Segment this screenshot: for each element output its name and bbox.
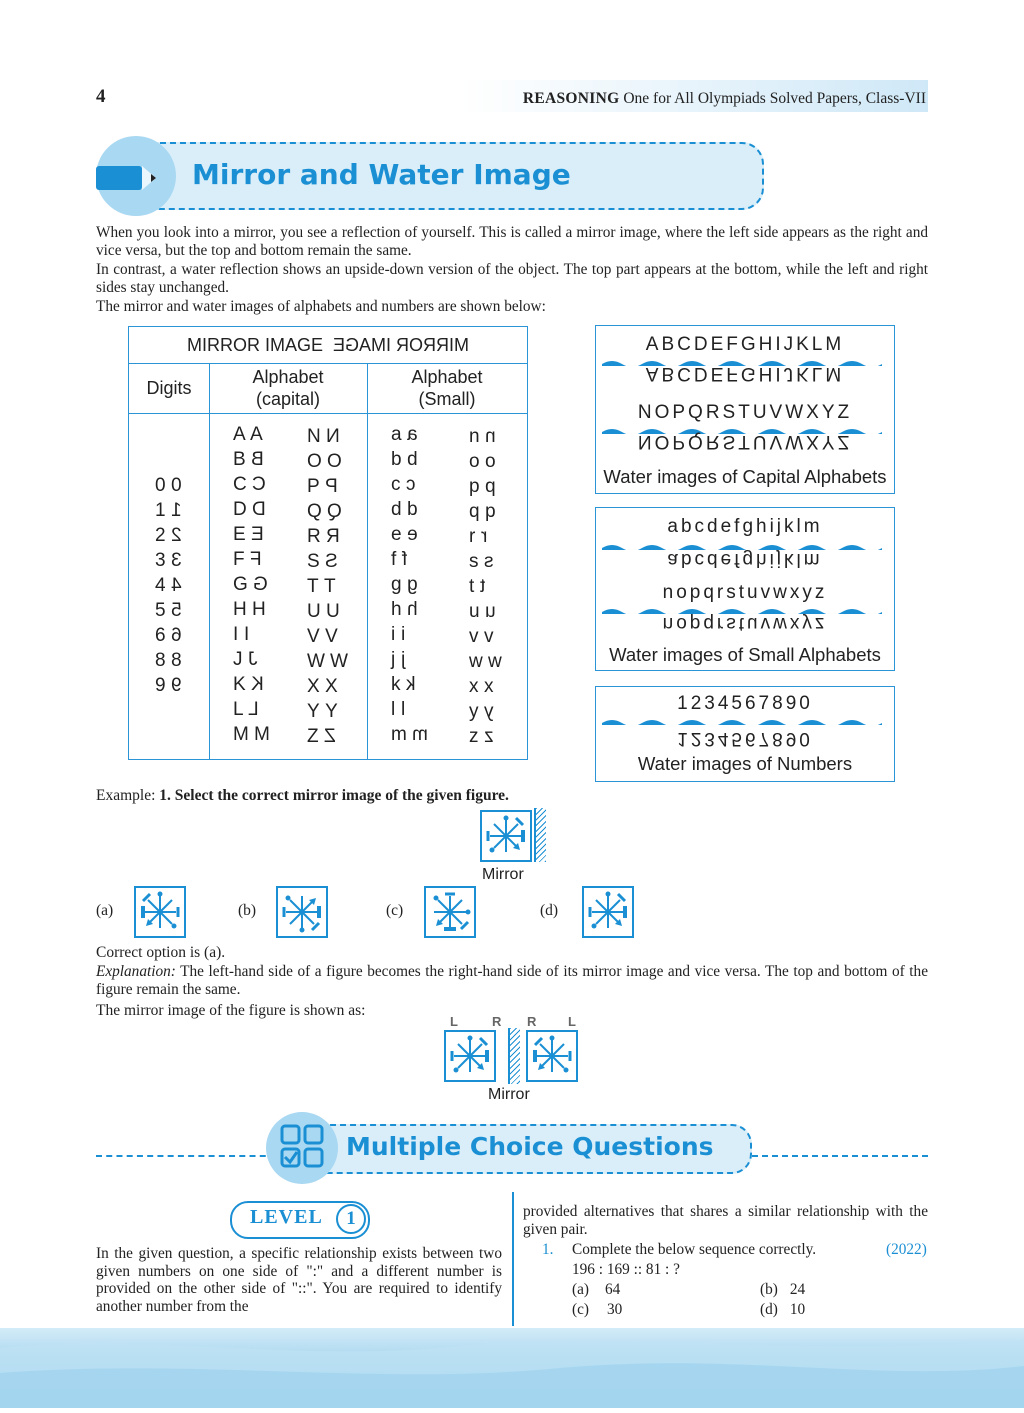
asterisk-figure-icon (528, 1032, 576, 1080)
capital-a-mirror-char: M (254, 724, 270, 745)
digit-row (155, 548, 181, 573)
capital-b-row (307, 699, 348, 724)
capital-a-char: F (233, 549, 245, 570)
water-small-box (595, 507, 895, 671)
small-a-mirror-char: b (406, 449, 418, 470)
q1-option-d[interactable]: (d) 10 (760, 1301, 806, 1318)
small-b-mirror-char: n (484, 426, 496, 447)
small-a-char: k (391, 674, 401, 695)
page-number: 4 (96, 86, 106, 107)
small-a-char: m (391, 724, 407, 745)
digit-row (155, 673, 181, 698)
capital-a-char: G (233, 574, 248, 595)
question-figure (480, 810, 532, 862)
intro-paragraph-1: When you look into a mirror, you see a reflection of yourself. This is called a mirror image, where the left side appears as the right and vice versa, but the top and bottom remain the same. (96, 224, 928, 259)
small-a-row (391, 647, 428, 672)
capital-b-mirror-char: P (324, 476, 338, 497)
capital-a-row (233, 622, 270, 647)
small-a-row (391, 697, 428, 722)
small-b-char: v (469, 626, 479, 647)
checklist-grid-icon (266, 1112, 338, 1184)
digit-char: 3 (155, 550, 166, 571)
q1-option-c[interactable]: (c) 30 (572, 1301, 623, 1318)
small-a-char: i (391, 624, 396, 645)
original-figure (444, 1030, 496, 1082)
capital-a-char: A (233, 424, 245, 445)
capital-a-row (233, 447, 270, 472)
small-a-char: d (391, 499, 402, 520)
small-b-mirror-char: x (483, 676, 494, 697)
small-a-mirror-char: k (405, 674, 416, 695)
small-a-char: g (391, 574, 402, 595)
option-c-figure[interactable] (424, 886, 476, 938)
mirror-table-title-mirrored: MIRROR IMAGE (333, 335, 470, 355)
option-b-figure[interactable] (276, 886, 328, 938)
small-b-char: o (469, 451, 480, 472)
mirror-hatch (534, 808, 546, 862)
digit-mirror-char: 5 (170, 600, 182, 621)
capital-b-char: Q (307, 501, 322, 522)
capital-b-mirror-char: R (326, 526, 340, 547)
capital-b-row (307, 424, 348, 449)
mcq-icon-circle (266, 1112, 338, 1184)
capital-b-char: X (307, 676, 320, 697)
digit-mirror-char: 2 (170, 525, 182, 546)
capital-a-mirror-char: F (249, 549, 262, 570)
capital-b-row (307, 549, 348, 574)
q1-option-a[interactable]: (a) 64 (572, 1281, 621, 1298)
small-a-row (391, 472, 428, 497)
capital-column-a (233, 422, 270, 747)
small-a-row (391, 422, 428, 447)
small-a-mirror-char: i (400, 624, 405, 645)
header-subject: REASONING (522, 90, 620, 107)
small-b-char: y (469, 701, 479, 722)
header-book-title: One for All Olympiads Solved Papers, Class-VII (623, 90, 926, 107)
lr-label-left-l: L (450, 1014, 458, 1029)
small-b-char: p (469, 476, 480, 497)
capital-b-char: P (307, 476, 320, 497)
capital-b-char: Y (307, 701, 320, 722)
digit-mirror-char: 1 (170, 500, 182, 521)
capital-a-char: E (233, 524, 246, 545)
capital-a-char: L (233, 699, 243, 720)
small-b-mirror-char: r (480, 526, 487, 547)
capital-a-row (233, 422, 270, 447)
digit-char: 9 (155, 675, 166, 696)
capital-b-char: U (307, 601, 321, 622)
water-small-row2-flipped: nopqrstuvwxyz (662, 613, 828, 634)
small-b-row (469, 499, 502, 524)
capital-b-char: V (307, 626, 320, 647)
q1-expression: 196 : 169 :: 81 : ? (572, 1261, 680, 1278)
small-b-row (469, 649, 502, 674)
col-header-capital-line1: Alphabet (252, 367, 324, 387)
q1-text: Complete the below sequence correctly. (572, 1241, 817, 1258)
small-b-char: s (469, 551, 479, 572)
mcq-divider-right (752, 1155, 928, 1157)
small-a-mirror-char: l (400, 699, 405, 720)
small-b-row (469, 724, 502, 749)
small-a-char: a (391, 424, 402, 445)
capital-b-char: T (307, 576, 319, 597)
mcq-title: Multiple Choice Questions (346, 1132, 714, 1161)
small-b-row (469, 424, 502, 449)
small-b-mirror-char: y (483, 701, 494, 722)
digit-char: 8 (155, 650, 166, 671)
asterisk-figure-icon (446, 1032, 494, 1080)
small-column-b (469, 424, 502, 749)
capital-a-mirror-char: C (252, 474, 266, 495)
option-b-label: (b) (238, 902, 257, 919)
capital-a-mirror-char: K (250, 674, 264, 695)
asterisk-figure-icon (482, 812, 530, 860)
small-b-char: n (469, 426, 480, 447)
water-capital-row2: NOPQRSTUVWXYZ (637, 402, 853, 423)
level-number: 1 (336, 1204, 366, 1234)
digit-char: 2 (155, 525, 166, 546)
capital-b-mirror-char: V (324, 626, 338, 647)
water-numbers-row-flipped: 1234567890 (677, 728, 813, 749)
small-a-char: c (391, 474, 401, 495)
capital-a-char: K (233, 674, 246, 695)
digit-mirror-char: 0 (170, 475, 182, 496)
option-d-label: (d) (540, 902, 559, 919)
small-a-char: l (391, 699, 396, 720)
small-a-mirror-char: f (401, 549, 407, 570)
capital-a-row (233, 697, 270, 722)
example-question (96, 787, 509, 805)
water-capital-caption: Water images of Capital Alphabets (603, 466, 887, 487)
water-capital-row1-flipped: ABCDEFGHIJKLM (645, 363, 845, 384)
capital-a-mirror-char: L (248, 699, 259, 720)
digit-char: 4 (155, 575, 166, 596)
mcq-intro-left: In the given question, a specific relationship exists between two given numbers on one side of ":" and a different number is provided on the other side of "::". You are required to identify another number from the (96, 1245, 502, 1315)
q1-option-b[interactable]: (b) 24 (760, 1281, 806, 1298)
capital-b-row (307, 574, 348, 599)
digit-char: 1 (155, 500, 166, 521)
small-b-mirror-char: z (483, 726, 494, 747)
small-b-mirror-char: o (484, 451, 496, 472)
capital-a-row (233, 547, 270, 572)
small-a-mirror-char: d (406, 499, 418, 520)
col-header-small-line2: (Small) (418, 389, 476, 409)
capital-a-char: J (233, 649, 243, 670)
mcq-intro-right: provided alternatives that shares a similar relationship with the given pair. (523, 1203, 928, 1238)
capital-a-char: M (233, 724, 249, 745)
capital-b-mirror-char: S (324, 551, 338, 572)
wave-decoration (0, 1328, 1024, 1408)
small-a-char: f (391, 549, 397, 570)
mirror-table-title-text: MIRROR IMAGE (186, 335, 323, 355)
small-a-mirror-char: m (412, 724, 428, 745)
mirror-hatch-2 (508, 1028, 520, 1084)
small-a-row (391, 622, 428, 647)
capital-a-row (233, 472, 270, 497)
capital-b-row (307, 449, 348, 474)
explanation-label: Explanation: (96, 963, 176, 980)
small-a-mirror-char: j (400, 649, 405, 670)
digit-char: 5 (155, 600, 166, 621)
small-a-row (391, 672, 428, 697)
small-b-char: x (469, 676, 479, 697)
small-b-row (469, 449, 502, 474)
asterisk-figure-icon (136, 888, 184, 936)
water-small-caption: Water images of Small Alphabets (609, 644, 881, 665)
capital-b-row (307, 649, 348, 674)
digit-mirror-char: 9 (170, 675, 182, 696)
lr-label-right-l: L (568, 1014, 576, 1029)
small-a-row (391, 547, 428, 572)
small-b-mirror-char: v (483, 626, 494, 647)
small-b-row (469, 574, 502, 599)
digit-row (155, 648, 181, 673)
capital-a-mirror-char: D (252, 499, 266, 520)
mirror-image-table (128, 326, 528, 760)
column-divider (512, 1192, 514, 1326)
capital-b-mirror-char: T (323, 576, 336, 597)
asterisk-figure-icon (584, 888, 632, 936)
capital-column-b (307, 424, 348, 749)
asterisk-figure-icon (278, 888, 326, 936)
capital-b-mirror-char: U (326, 601, 340, 622)
mirror-table-title (129, 334, 527, 356)
small-b-row (469, 699, 502, 724)
col-header-capital-line2: (capital) (255, 389, 321, 409)
capital-b-row (307, 499, 348, 524)
digit-row (155, 623, 181, 648)
capital-a-row (233, 647, 270, 672)
small-b-mirror-char: q (484, 501, 496, 522)
small-b-char: u (469, 601, 480, 622)
digit-mirror-char: 3 (170, 550, 182, 571)
example-prefix: Example: (96, 787, 156, 804)
digits-column (155, 473, 181, 698)
capital-a-mirror-char: A (249, 424, 263, 445)
small-b-mirror-char: p (484, 476, 496, 497)
digit-row (155, 598, 181, 623)
capital-b-row (307, 674, 348, 699)
level-label: LEVEL (250, 1206, 323, 1228)
intro-paragraph-2: In contrast, a water reflection shows an upside-down version of the object. The top part appears at the bottom, while the left and right sides stay unchanged. (96, 261, 928, 296)
q1-number: 1. (542, 1241, 554, 1258)
col-header-digits: Digits (146, 378, 192, 398)
capital-a-char: D (233, 499, 247, 520)
small-b-row (469, 549, 502, 574)
running-header (523, 90, 926, 108)
small-a-char: j (391, 649, 396, 670)
small-b-row (469, 524, 502, 549)
option-d-figure[interactable] (582, 886, 634, 938)
option-a-label: (a) (96, 902, 114, 919)
water-numbers-caption: Water images of Numbers (637, 753, 853, 774)
digit-row (155, 573, 181, 598)
digit-mirror-char: 8 (170, 650, 182, 671)
small-a-mirror-char: g (406, 574, 418, 595)
water-small-row2: nopqrstuvwxyz (662, 582, 828, 603)
mirror-label-2: Mirror (488, 1086, 530, 1103)
capital-b-row (307, 624, 348, 649)
explanation-text: The left-hand side of a figure becomes the right-hand side of its mirror image and vice versa. The top and bottom of the figure remain the same. (96, 963, 928, 998)
col-header-small (367, 366, 527, 410)
small-a-row (391, 572, 428, 597)
option-c-label: (c) (386, 902, 404, 919)
capital-b-char: O (307, 451, 322, 472)
small-b-row (469, 674, 502, 699)
capital-b-mirror-char: X (324, 676, 338, 697)
small-a-row (391, 522, 428, 547)
water-capital-box (595, 325, 895, 494)
mirror-label: Mirror (482, 866, 524, 883)
digit-row (155, 523, 181, 548)
small-b-row (469, 474, 502, 499)
small-b-mirror-char: s (483, 551, 494, 572)
capital-a-mirror-char: J (247, 649, 258, 670)
pencil-icon (96, 136, 176, 216)
capital-b-mirror-char: Y (324, 701, 338, 722)
lr-label-left-r: R (492, 1014, 502, 1029)
small-a-mirror-char: a (406, 424, 418, 445)
capital-a-mirror-char: B (250, 449, 264, 470)
capital-a-char: I (233, 624, 239, 645)
capital-b-char: S (307, 551, 320, 572)
option-a-figure[interactable] (134, 886, 186, 938)
intro-paragraph-3: The mirror and water images of alphabets and numbers are shown below: (96, 298, 546, 315)
small-a-row (391, 447, 428, 472)
water-small-row1: abcdefghijklm (667, 516, 823, 537)
water-capital-row1: ABCDEFGHIJKLM (645, 334, 845, 355)
capital-a-mirror-char: I (243, 624, 249, 645)
small-a-char: h (391, 599, 402, 620)
small-column-a (391, 422, 428, 747)
capital-b-mirror-char: O (327, 451, 342, 472)
small-b-char: t (469, 576, 475, 597)
asterisk-figure-icon (426, 888, 474, 936)
small-b-mirror-char: t (479, 576, 485, 597)
small-a-row (391, 597, 428, 622)
small-a-row (391, 497, 428, 522)
capital-a-row (233, 597, 270, 622)
col-header-capital (209, 366, 367, 410)
capital-b-char: Z (307, 726, 319, 747)
capital-b-char: R (307, 526, 321, 547)
small-b-row (469, 599, 502, 624)
explanation (96, 963, 928, 999)
capital-a-row (233, 497, 270, 522)
capital-a-row (233, 672, 270, 697)
capital-b-mirror-char: Z (323, 726, 336, 747)
small-a-row (391, 722, 428, 747)
footer-water-band (0, 1328, 1024, 1408)
digit-row (155, 498, 181, 523)
correct-answer: Correct option is (a). (96, 944, 226, 961)
water-numbers-box (595, 686, 895, 782)
small-b-mirror-char: u (484, 601, 496, 622)
capital-a-mirror-char: H (252, 599, 266, 620)
mcq-divider-left (96, 1155, 276, 1157)
small-b-char: w (469, 651, 483, 672)
wave-line (602, 717, 882, 725)
digit-char: 0 (155, 475, 166, 496)
lr-label-right-r: R (527, 1014, 537, 1029)
capital-b-row (307, 524, 348, 549)
capital-b-row (307, 599, 348, 624)
small-a-mirror-char: h (406, 599, 418, 620)
capital-a-mirror-char: G (253, 574, 268, 595)
small-b-mirror-char: w (488, 651, 502, 672)
water-numbers-row: 1234567890 (677, 693, 813, 714)
capital-b-mirror-char: W (330, 651, 349, 672)
digit-mirror-char: 4 (170, 575, 182, 596)
shown-as-text: The mirror image of the figure is shown as: (96, 1002, 366, 1019)
capital-a-char: C (233, 474, 247, 495)
capital-a-mirror-char: E (250, 524, 264, 545)
capital-a-row (233, 722, 270, 747)
col-header-small-line1: Alphabet (411, 367, 483, 387)
digit-mirror-char: 6 (170, 625, 182, 646)
capital-a-char: B (233, 449, 246, 470)
small-b-row (469, 624, 502, 649)
capital-b-mirror-char: N (326, 426, 340, 447)
small-b-char: r (469, 526, 476, 547)
q1-year: (2022) (886, 1241, 927, 1258)
small-b-char: q (469, 501, 480, 522)
capital-b-row (307, 474, 348, 499)
digit-char: 6 (155, 625, 166, 646)
small-a-mirror-char: e (406, 524, 418, 545)
small-b-char: z (469, 726, 479, 747)
water-small-row1-flipped: abcdefghijklm (667, 549, 823, 570)
capital-b-char: W (307, 651, 325, 672)
digit-row (155, 473, 181, 498)
section-title: Mirror and Water Image (192, 158, 571, 191)
capital-a-char: H (233, 599, 247, 620)
capital-b-char: N (307, 426, 321, 447)
capital-b-row (307, 724, 348, 749)
section-icon-circle (96, 136, 176, 216)
capital-b-mirror-char: Q (327, 501, 342, 522)
small-a-char: e (391, 524, 402, 545)
small-a-mirror-char: c (405, 474, 416, 495)
water-capital-row2-flipped: NOPQRSTUVWXYZ (637, 431, 853, 452)
capital-a-row (233, 522, 270, 547)
capital-a-row (233, 572, 270, 597)
example-question-text: 1. Select the correct mirror image of the given figure. (159, 787, 509, 804)
mirrored-figure (526, 1030, 578, 1082)
small-a-char: b (391, 449, 402, 470)
